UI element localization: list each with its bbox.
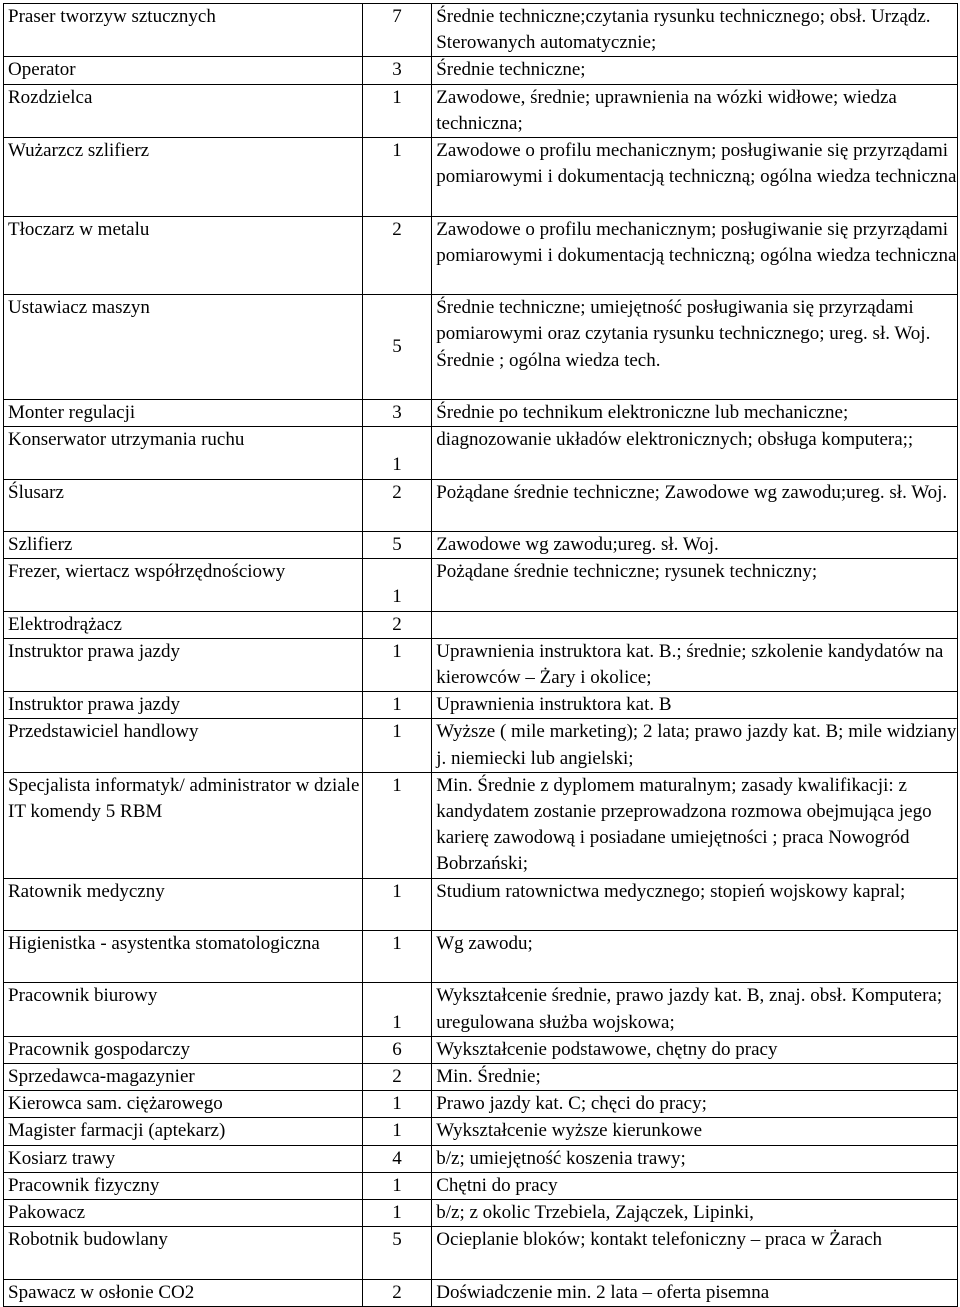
vacancy-count-cell: 3 xyxy=(362,400,431,427)
requirements-text-extra: Średnie ; ogólna wiedza tech. xyxy=(436,349,661,371)
table-row xyxy=(4,216,958,295)
vacancy-count-cell: 2 xyxy=(362,216,431,295)
job-title-cell: Pracownik biurowy xyxy=(4,983,363,1036)
requirements-text: diagnozowanie układów elektronicznych; obsługa komputera;; xyxy=(436,429,914,451)
requirements-cell xyxy=(432,138,958,217)
vacancy-count-cell: 5 xyxy=(362,531,431,558)
vacancy-count-cell: 1 xyxy=(362,878,431,930)
vacancy-count-cell: 1 xyxy=(362,1091,431,1118)
requirements-text: Zawodowe, średnie; uprawnienia na wózki widłowe; wiedza techniczna; xyxy=(436,86,897,134)
vacancy-count-cell: 2 xyxy=(362,1064,431,1091)
job-title-cell: Kosiarz trawy xyxy=(4,1145,363,1172)
requirements-text: Wg zawodu; xyxy=(436,933,533,954)
requirements-cell xyxy=(432,57,958,84)
job-title-cell: Ustawiacz maszyn xyxy=(4,295,363,400)
job-title-cell: Operator xyxy=(4,57,363,84)
requirements-text: Średnie po technikum elektroniczne lub mechaniczne; xyxy=(436,402,849,423)
table-row xyxy=(4,559,958,611)
table-row xyxy=(4,4,958,57)
requirements-text: Chętni do pracy xyxy=(436,1174,558,1196)
requirements-text: Zawodowe o profilu mechanicznym; posługiwanie się przyrządami pomiarowymi i dokumentacją techniczną; ogólna wiedza techniczna xyxy=(436,218,957,266)
vacancy-count-cell: 1 xyxy=(362,772,431,878)
table-row xyxy=(4,772,958,878)
vacancy-count-cell: 1 xyxy=(362,931,431,983)
requirements-cell xyxy=(432,400,958,427)
job-title-cell: Praser tworzyw sztucznych xyxy=(4,4,363,57)
table-row xyxy=(4,1200,958,1227)
table-row xyxy=(4,878,958,930)
table-row xyxy=(4,1145,958,1172)
requirements-text: Wykształcenie podstawowe, chętny do pracy xyxy=(436,1038,778,1060)
requirements-cell xyxy=(432,559,958,611)
table-row xyxy=(4,138,958,217)
table-row xyxy=(4,84,958,137)
vacancy-count-cell: 2 xyxy=(362,1279,431,1306)
table-row xyxy=(4,931,958,983)
table-row xyxy=(4,1227,958,1279)
requirements-text: Pożądane średnie techniczne; Zawodowe wg zawodu;ureg. sł. Woj. xyxy=(436,481,948,503)
table-row xyxy=(4,692,958,719)
requirements-cell xyxy=(432,1227,958,1279)
requirements-text: b/z; umiejętność koszenia trawy; xyxy=(436,1147,686,1169)
requirements-cell xyxy=(432,772,958,878)
requirements-cell xyxy=(432,1064,958,1091)
table-row xyxy=(4,1172,958,1199)
job-offers-table xyxy=(3,3,958,1307)
requirements-cell xyxy=(432,1036,958,1063)
job-title-cell: Magister farmacji (aptekarz) xyxy=(4,1118,363,1145)
requirements-text: Studium ratownictwa medycznego; stopień wojskowy kapral; xyxy=(436,880,906,902)
requirements-text: Doświadczenie min. 2 lata – oferta pisemna xyxy=(436,1281,770,1303)
table-row xyxy=(4,611,958,638)
vacancy-count-cell: 4 xyxy=(362,1145,431,1172)
requirements-cell xyxy=(432,1172,958,1199)
job-title-cell: Elektrodrążacz xyxy=(4,611,363,638)
requirements-cell xyxy=(432,1145,958,1172)
job-title-cell: Tłoczarz w metalu xyxy=(4,216,363,295)
job-title-cell: Pracownik gospodarczy xyxy=(4,1036,363,1063)
vacancy-count-cell: 7 xyxy=(362,4,431,57)
requirements-cell xyxy=(432,719,958,772)
vacancy-count-cell: 1 xyxy=(362,983,431,1036)
requirements-cell xyxy=(432,638,958,691)
requirements-text: Uprawnienia instruktora kat. B.; średnie; szkolenie kandydatów na kierowców – Żary i okolice; xyxy=(436,640,944,688)
requirements-text: Pożądane średnie techniczne; rysunek techniczny; xyxy=(436,561,818,583)
vacancy-count-cell: 1 xyxy=(362,692,431,719)
requirements-cell xyxy=(432,1200,958,1227)
job-title-cell: Monter regulacji xyxy=(4,400,363,427)
job-title-cell: Ślusarz xyxy=(4,479,363,531)
table-row xyxy=(4,1279,958,1306)
table-row xyxy=(4,427,958,479)
requirements-text: Zawodowe wg zawodu;ureg. sł. Woj. xyxy=(436,533,719,555)
requirements-cell xyxy=(432,878,958,930)
table-row xyxy=(4,531,958,558)
job-title-cell: Higienistka - asystentka stomatologiczna xyxy=(4,931,363,983)
table-row xyxy=(4,983,958,1036)
requirements-text: Wyższe ( mile marketing); 2 lata; prawo jazdy kat. B; mile widziany j. niemiecki lub angielski; xyxy=(436,721,957,769)
table-row xyxy=(4,1091,958,1118)
requirements-text: Wykształcenie średnie, prawo jazdy kat. B, znaj. obsł. Komputera; uregulowana służba wojskowa; xyxy=(436,985,943,1033)
vacancy-count-cell: 2 xyxy=(362,479,431,531)
requirements-text: b/z; z okolic Trzebiela, Zajączek, Lipinki, xyxy=(436,1202,754,1224)
job-title-cell: Frezer, wiertacz współrzędnościowy xyxy=(4,559,363,611)
requirements-text: Średnie techniczne; xyxy=(436,59,586,81)
requirements-cell xyxy=(432,692,958,719)
vacancy-count-cell: 6 xyxy=(362,1036,431,1063)
requirements-cell xyxy=(432,4,958,57)
job-title-cell: Rozdzielca xyxy=(4,84,363,137)
requirements-cell xyxy=(432,295,958,400)
table-row xyxy=(4,1036,958,1063)
table-row xyxy=(4,295,958,400)
job-title-cell: Sprzedawca-magazynier xyxy=(4,1064,363,1091)
job-title-cell: Instruktor prawa jazdy xyxy=(4,638,363,691)
requirements-cell xyxy=(432,84,958,137)
table-row xyxy=(4,57,958,84)
table-row xyxy=(4,400,958,427)
job-title-cell: Specjalista informatyk/ administrator w dziale IT komendy 5 RBM xyxy=(4,772,363,878)
job-title-cell: Instruktor prawa jazdy xyxy=(4,692,363,719)
vacancy-count-cell: 1 xyxy=(362,559,431,611)
job-title-cell: Pracownik fizyczny xyxy=(4,1172,363,1199)
vacancy-count-cell: 1 xyxy=(362,638,431,691)
requirements-text: Min. Średnie; xyxy=(436,1066,541,1087)
requirements-cell xyxy=(432,931,958,983)
requirements-cell xyxy=(432,1118,958,1145)
table-row xyxy=(4,1064,958,1091)
requirements-cell xyxy=(432,216,958,295)
requirements-text: Średnie techniczne; umiejętność posługiwania się przyrządami pomiarowymi oraz czytania rysunku technicznego; ureg. sł. Woj. xyxy=(436,297,931,345)
table-row xyxy=(4,1118,958,1145)
table-row xyxy=(4,479,958,531)
requirements-text: Uprawnienia instruktora kat. B xyxy=(436,694,672,716)
requirements-cell xyxy=(432,983,958,1036)
requirements-cell xyxy=(432,1091,958,1118)
requirements-cell xyxy=(432,1279,958,1306)
vacancy-count-cell: 1 xyxy=(362,84,431,137)
vacancy-count-cell: 1 xyxy=(362,427,431,479)
vacancy-count-cell: 5 xyxy=(362,295,431,400)
job-title-cell: Konserwator utrzymania ruchu xyxy=(4,427,363,479)
requirements-text: Ocieplanie bloków; kontakt telefoniczny – praca w Żarach xyxy=(436,1229,883,1251)
requirements-text: Zawodowe o profilu mechanicznym; posługiwanie się przyrządami pomiarowymi i dokumentacją techniczną; ogólna wiedza techniczna xyxy=(436,140,957,188)
vacancy-count-cell: 1 xyxy=(362,138,431,217)
table-row xyxy=(4,638,958,691)
job-offers-body xyxy=(4,4,958,1307)
vacancy-count-cell: 1 xyxy=(362,1172,431,1199)
requirements-cell xyxy=(432,531,958,558)
job-title-cell: Pakowacz xyxy=(4,1200,363,1227)
job-title-cell: Wużarzcz szlifierz xyxy=(4,138,363,217)
job-title-cell: Szlifierz xyxy=(4,531,363,558)
requirements-text: Wykształcenie wyższe kierunkowe xyxy=(436,1120,703,1142)
table-row xyxy=(4,719,958,772)
requirements-cell xyxy=(432,479,958,531)
job-title-cell: Spawacz w osłonie CO2 xyxy=(4,1279,363,1306)
job-title-cell: Kierowca sam. ciężarowego xyxy=(4,1091,363,1118)
requirements-text: Średnie techniczne;czytania rysunku technicznego; obsł. Urządz. Sterowanych automatycznie; xyxy=(436,6,931,54)
job-title-cell: Ratownik medyczny xyxy=(4,878,363,930)
vacancy-count-cell: 1 xyxy=(362,1200,431,1227)
vacancy-count-cell: 1 xyxy=(362,1118,431,1145)
requirements-cell xyxy=(432,427,958,479)
requirements-cell xyxy=(432,611,958,638)
vacancy-count-cell: 3 xyxy=(362,57,431,84)
job-title-cell: Robotnik budowlany xyxy=(4,1227,363,1279)
requirements-text: Min. Średnie z dyplomem maturalnym; zasady kwalifikacji: z kandydatem zostanie przeprowadzona rozmowa obejmująca jego karierę zawodową i posiadane umiejętności ; praca Nowogród Bobrzański; xyxy=(436,774,932,875)
vacancy-count-cell: 2 xyxy=(362,611,431,638)
vacancy-count-cell: 1 xyxy=(362,719,431,772)
job-title-cell: Przedstawiciel handlowy xyxy=(4,719,363,772)
vacancy-count-cell: 5 xyxy=(362,1227,431,1279)
requirements-text: Prawo jazdy kat. C; chęci do pracy; xyxy=(436,1093,707,1115)
